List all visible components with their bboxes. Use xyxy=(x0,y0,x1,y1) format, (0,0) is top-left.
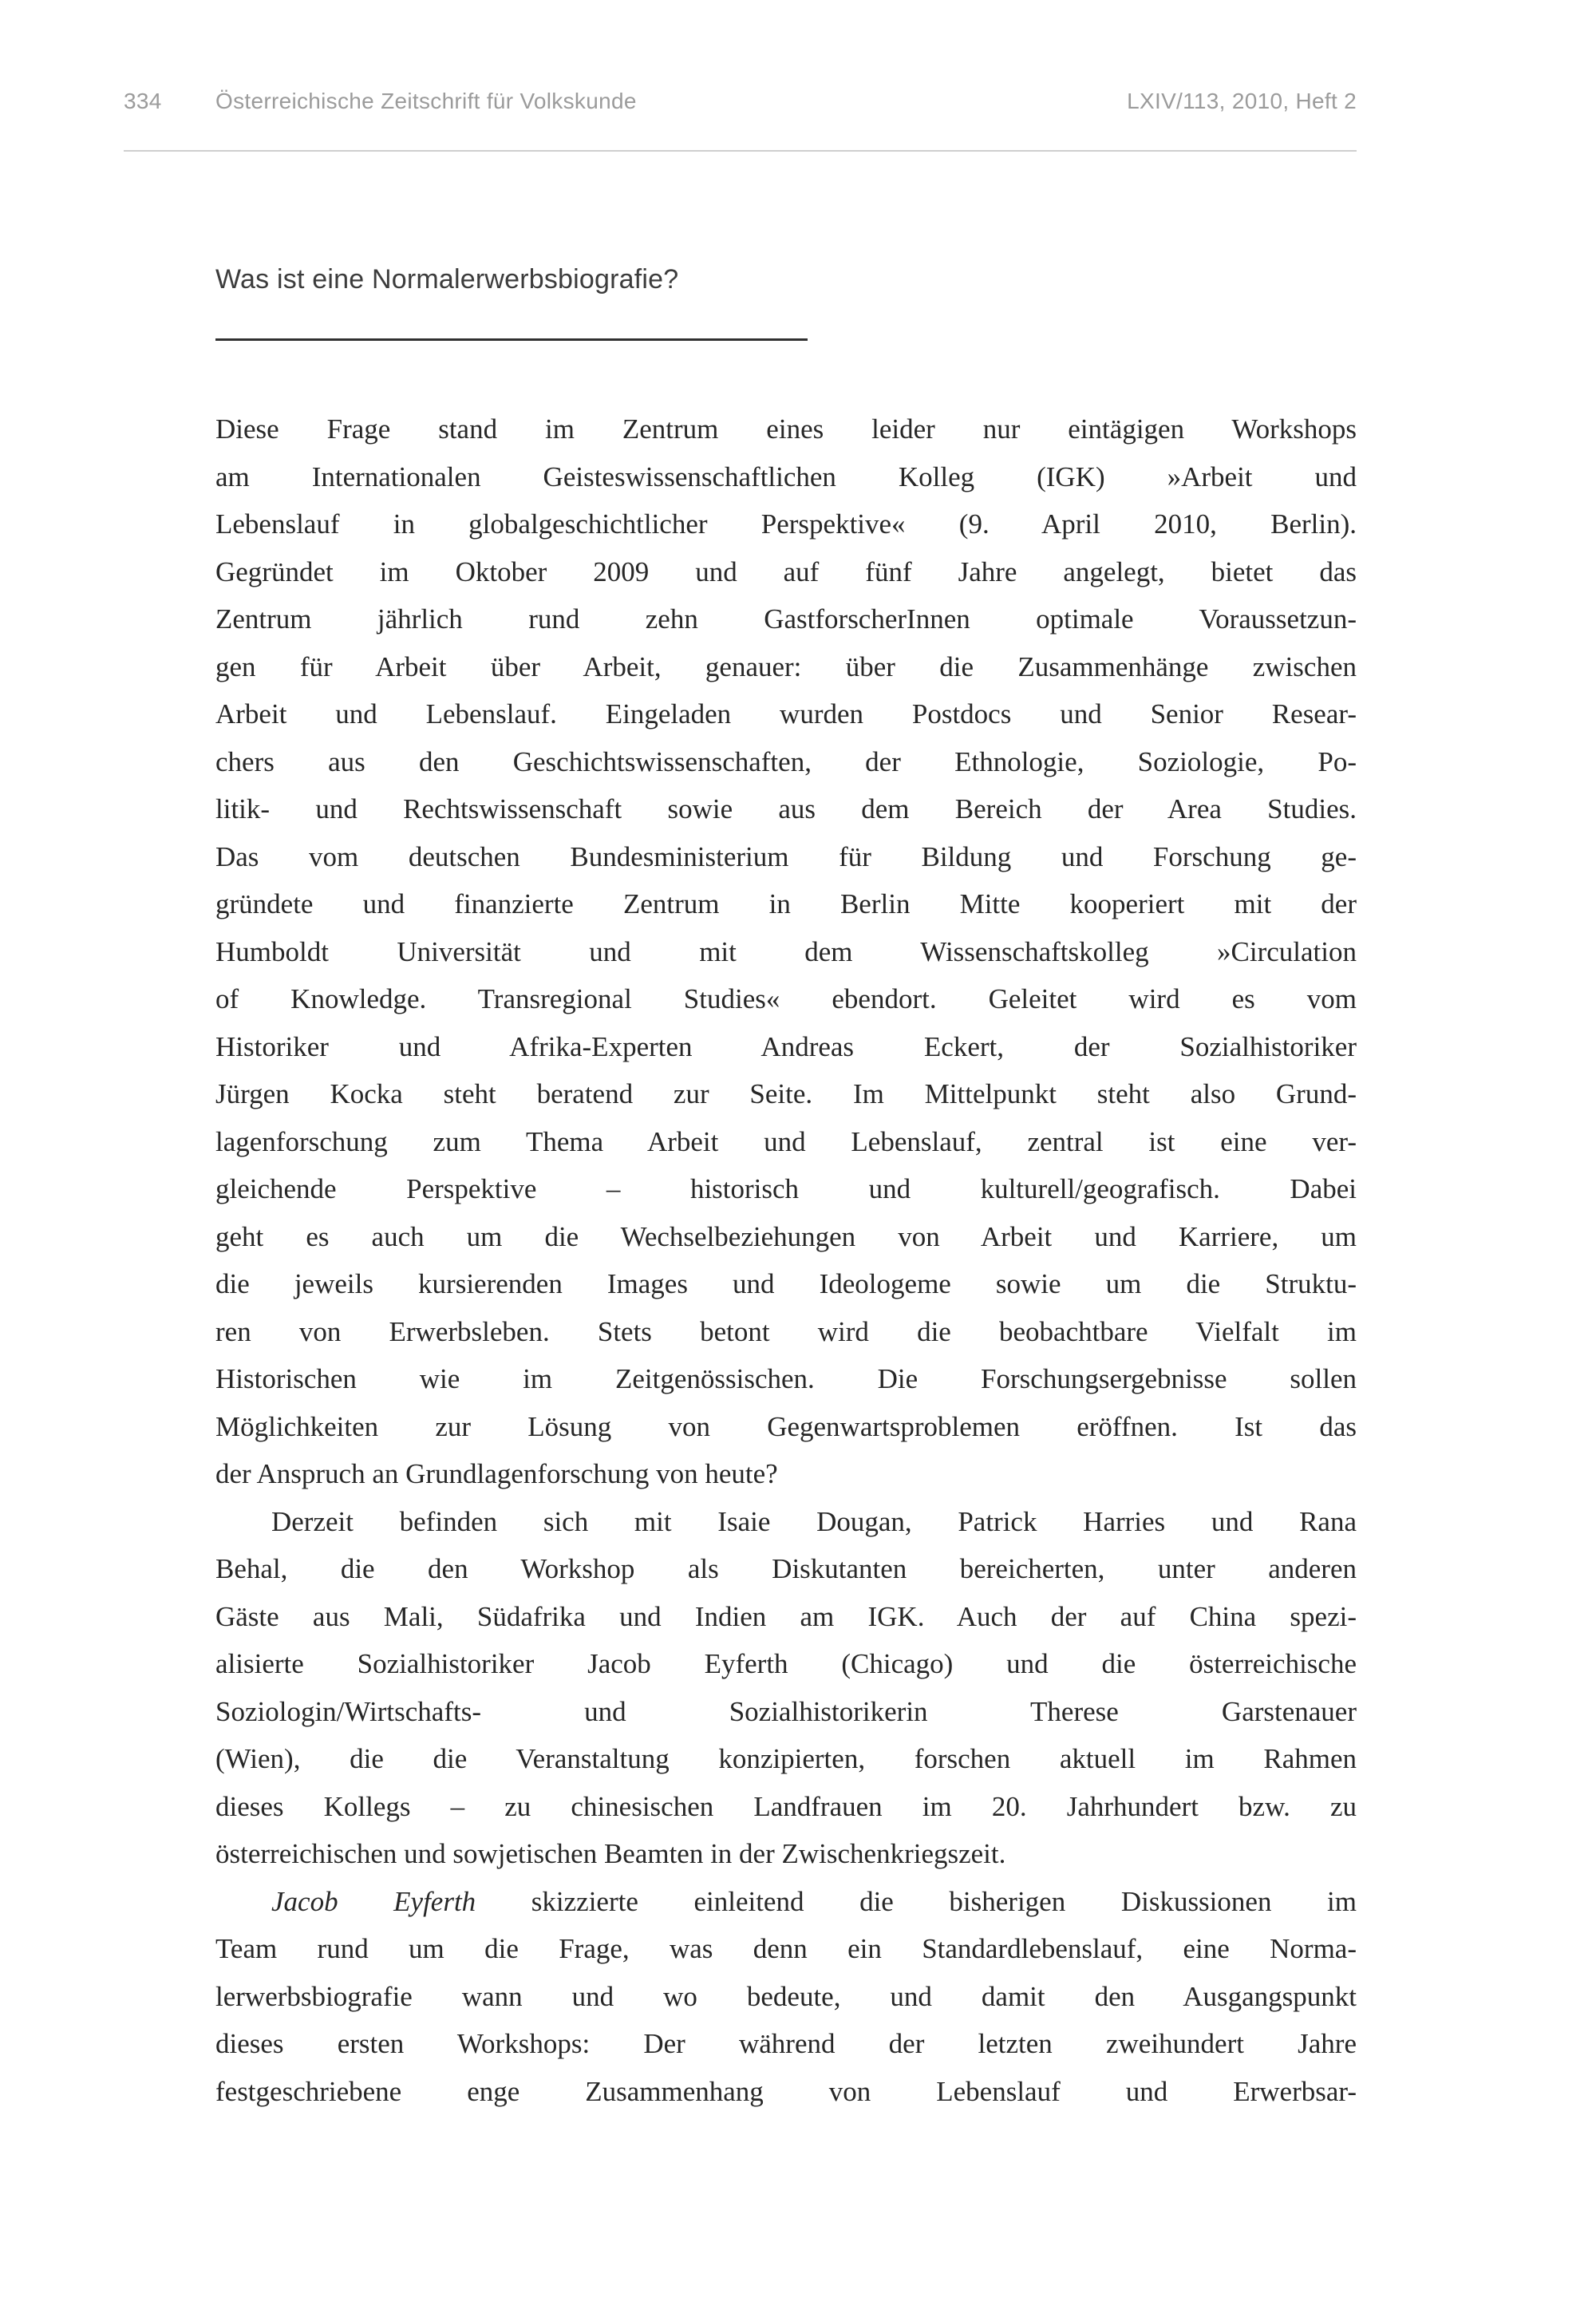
text-line: gründete und finanzierte Zentrum in Berlin Mitte kooperiert mit der xyxy=(215,888,1357,919)
text-line: Lebenslauf in globalgeschichtlicher Perspektive« (9. April 2010, Berlin). xyxy=(215,508,1357,540)
header-divider xyxy=(124,150,1357,152)
text-line: am Internationalen Geisteswissenschaftlichen Kolleg (IGK) »Arbeit und xyxy=(215,461,1357,492)
text-line: (Wien), die die Veranstaltung konzipierten, forschen aktuell im Rahmen xyxy=(215,1743,1357,1774)
text-line: alisierte Sozialhistoriker Jacob Eyferth (Chicago) und die österreichische xyxy=(215,1648,1357,1679)
text-line: gleichende Perspektive – historisch und kulturell/geografisch. Dabei xyxy=(215,1173,1357,1204)
text-line: Historischen wie im Zeitgenössischen. Die Forschungsergebnisse sollen xyxy=(215,1363,1357,1394)
text-line: gen für Arbeit über Arbeit, genauer: über die Zusammenhänge zwischen xyxy=(215,650,1357,682)
text-line: Behal, die den Workshop als Diskutanten bereicherten, unter anderen xyxy=(215,1553,1357,1584)
issue-info: LXIV/113, 2010, Heft 2 xyxy=(1127,89,1357,113)
text-line: Das vom deutschen Bundesministerium für Bildung und Forschung ge- xyxy=(215,840,1357,872)
italic-person-name: Jacob Eyferth xyxy=(271,1885,476,1917)
text-line: of Knowledge. Transregional Studies« ebendort. Geleitet wird es vom xyxy=(215,983,1357,1014)
text-line: litik- und Rechtswissenschaft sowie aus dem Bereich der Area Studies. xyxy=(215,793,1357,824)
journal-title: Österreichische Zeitschrift für Volkskunde xyxy=(215,89,637,113)
text-line: Möglichkeiten zur Lösung von Gegenwartsproblemen eröffnen. Ist das xyxy=(215,1410,1357,1442)
text-line: Arbeit und Lebenslauf. Eingeladen wurden Postdocs und Senior Resear- xyxy=(215,698,1357,729)
text-line: geht es auch um die Wechselbeziehungen von Arbeit und Karriere, um xyxy=(215,1220,1357,1252)
text-line: österreichischen und sowjetischen Beamten in der Zwischenkriegszeit. xyxy=(215,1838,1006,1869)
title-underline xyxy=(215,338,808,341)
text-line: Humboldt Universität und mit dem Wissenschaftskolleg »Circulation xyxy=(215,935,1357,967)
header-left xyxy=(124,88,637,115)
text-line: Derzeit befinden sich mit Isaie Dougan, Patrick Harries und Rana xyxy=(271,1505,1357,1537)
text-line: festgeschriebene enge Zusammenhang von Lebenslauf und Erwerbsar- xyxy=(215,2075,1357,2107)
text-line: chers aus den Geschichtswissenschaften, der Ethnologie, Soziologie, Po- xyxy=(215,745,1357,777)
text-line: Gegründet im Oktober 2009 und auf fünf Jahre angelegt, bietet das xyxy=(215,556,1357,587)
text-line: der Anspruch an Grundlagenforschung von heute? xyxy=(215,1458,778,1489)
page-number: 334 xyxy=(124,89,162,113)
text-line: Historiker und Afrika-Experten Andreas Eckert, der Sozialhistoriker xyxy=(215,1030,1357,1062)
text-line: Team rund um die Frage, was denn ein Standardlebenslauf, eine Norma- xyxy=(215,1933,1357,1964)
text-line: dieses ersten Workshops: Der während der letzten zweihundert Jahre xyxy=(215,2028,1357,2059)
article-title: Was ist eine Normalerwerbsbiografie? xyxy=(215,264,679,295)
text-line: Jacob Eyferth skizzierte einleitend die bisherigen Diskussionen im xyxy=(271,1885,1357,1917)
page-header xyxy=(124,88,1357,115)
text-line: Zentrum jährlich rund zehn GastforscherInnen optimale Voraussetzun- xyxy=(215,603,1357,635)
text-line: lagenforschung zum Thema Arbeit und Lebenslauf, zentral ist eine ver- xyxy=(215,1125,1357,1157)
header-right xyxy=(1127,88,1357,115)
text-line: Soziologin/Wirtschafts- und Sozialhistorikerin Therese Garstenauer xyxy=(215,1695,1357,1727)
text-line: dieses Kollegs – zu chinesischen Landfrauen im 20. Jahrhundert bzw. zu xyxy=(215,1790,1357,1822)
text-line: Jürgen Kocka steht beratend zur Seite. Im Mittelpunkt steht also Grund- xyxy=(215,1078,1357,1109)
article-body xyxy=(215,405,1357,2115)
text-line: Diese Frage stand im Zentrum eines leider nur eintägigen Workshops xyxy=(215,413,1357,445)
text-line: lerwerbsbiografie wann und wo bedeute, und damit den Ausgangspunkt xyxy=(215,1980,1357,2012)
text-line: Gäste aus Mali, Südafrika und Indien am IGK. Auch der auf China spezi- xyxy=(215,1600,1357,1632)
text-line: die jeweils kursierenden Images und Ideologeme sowie um die Struktu- xyxy=(215,1268,1357,1299)
text-line: ren von Erwerbsleben. Stets betont wird die beobachtbare Vielfalt im xyxy=(215,1315,1357,1347)
